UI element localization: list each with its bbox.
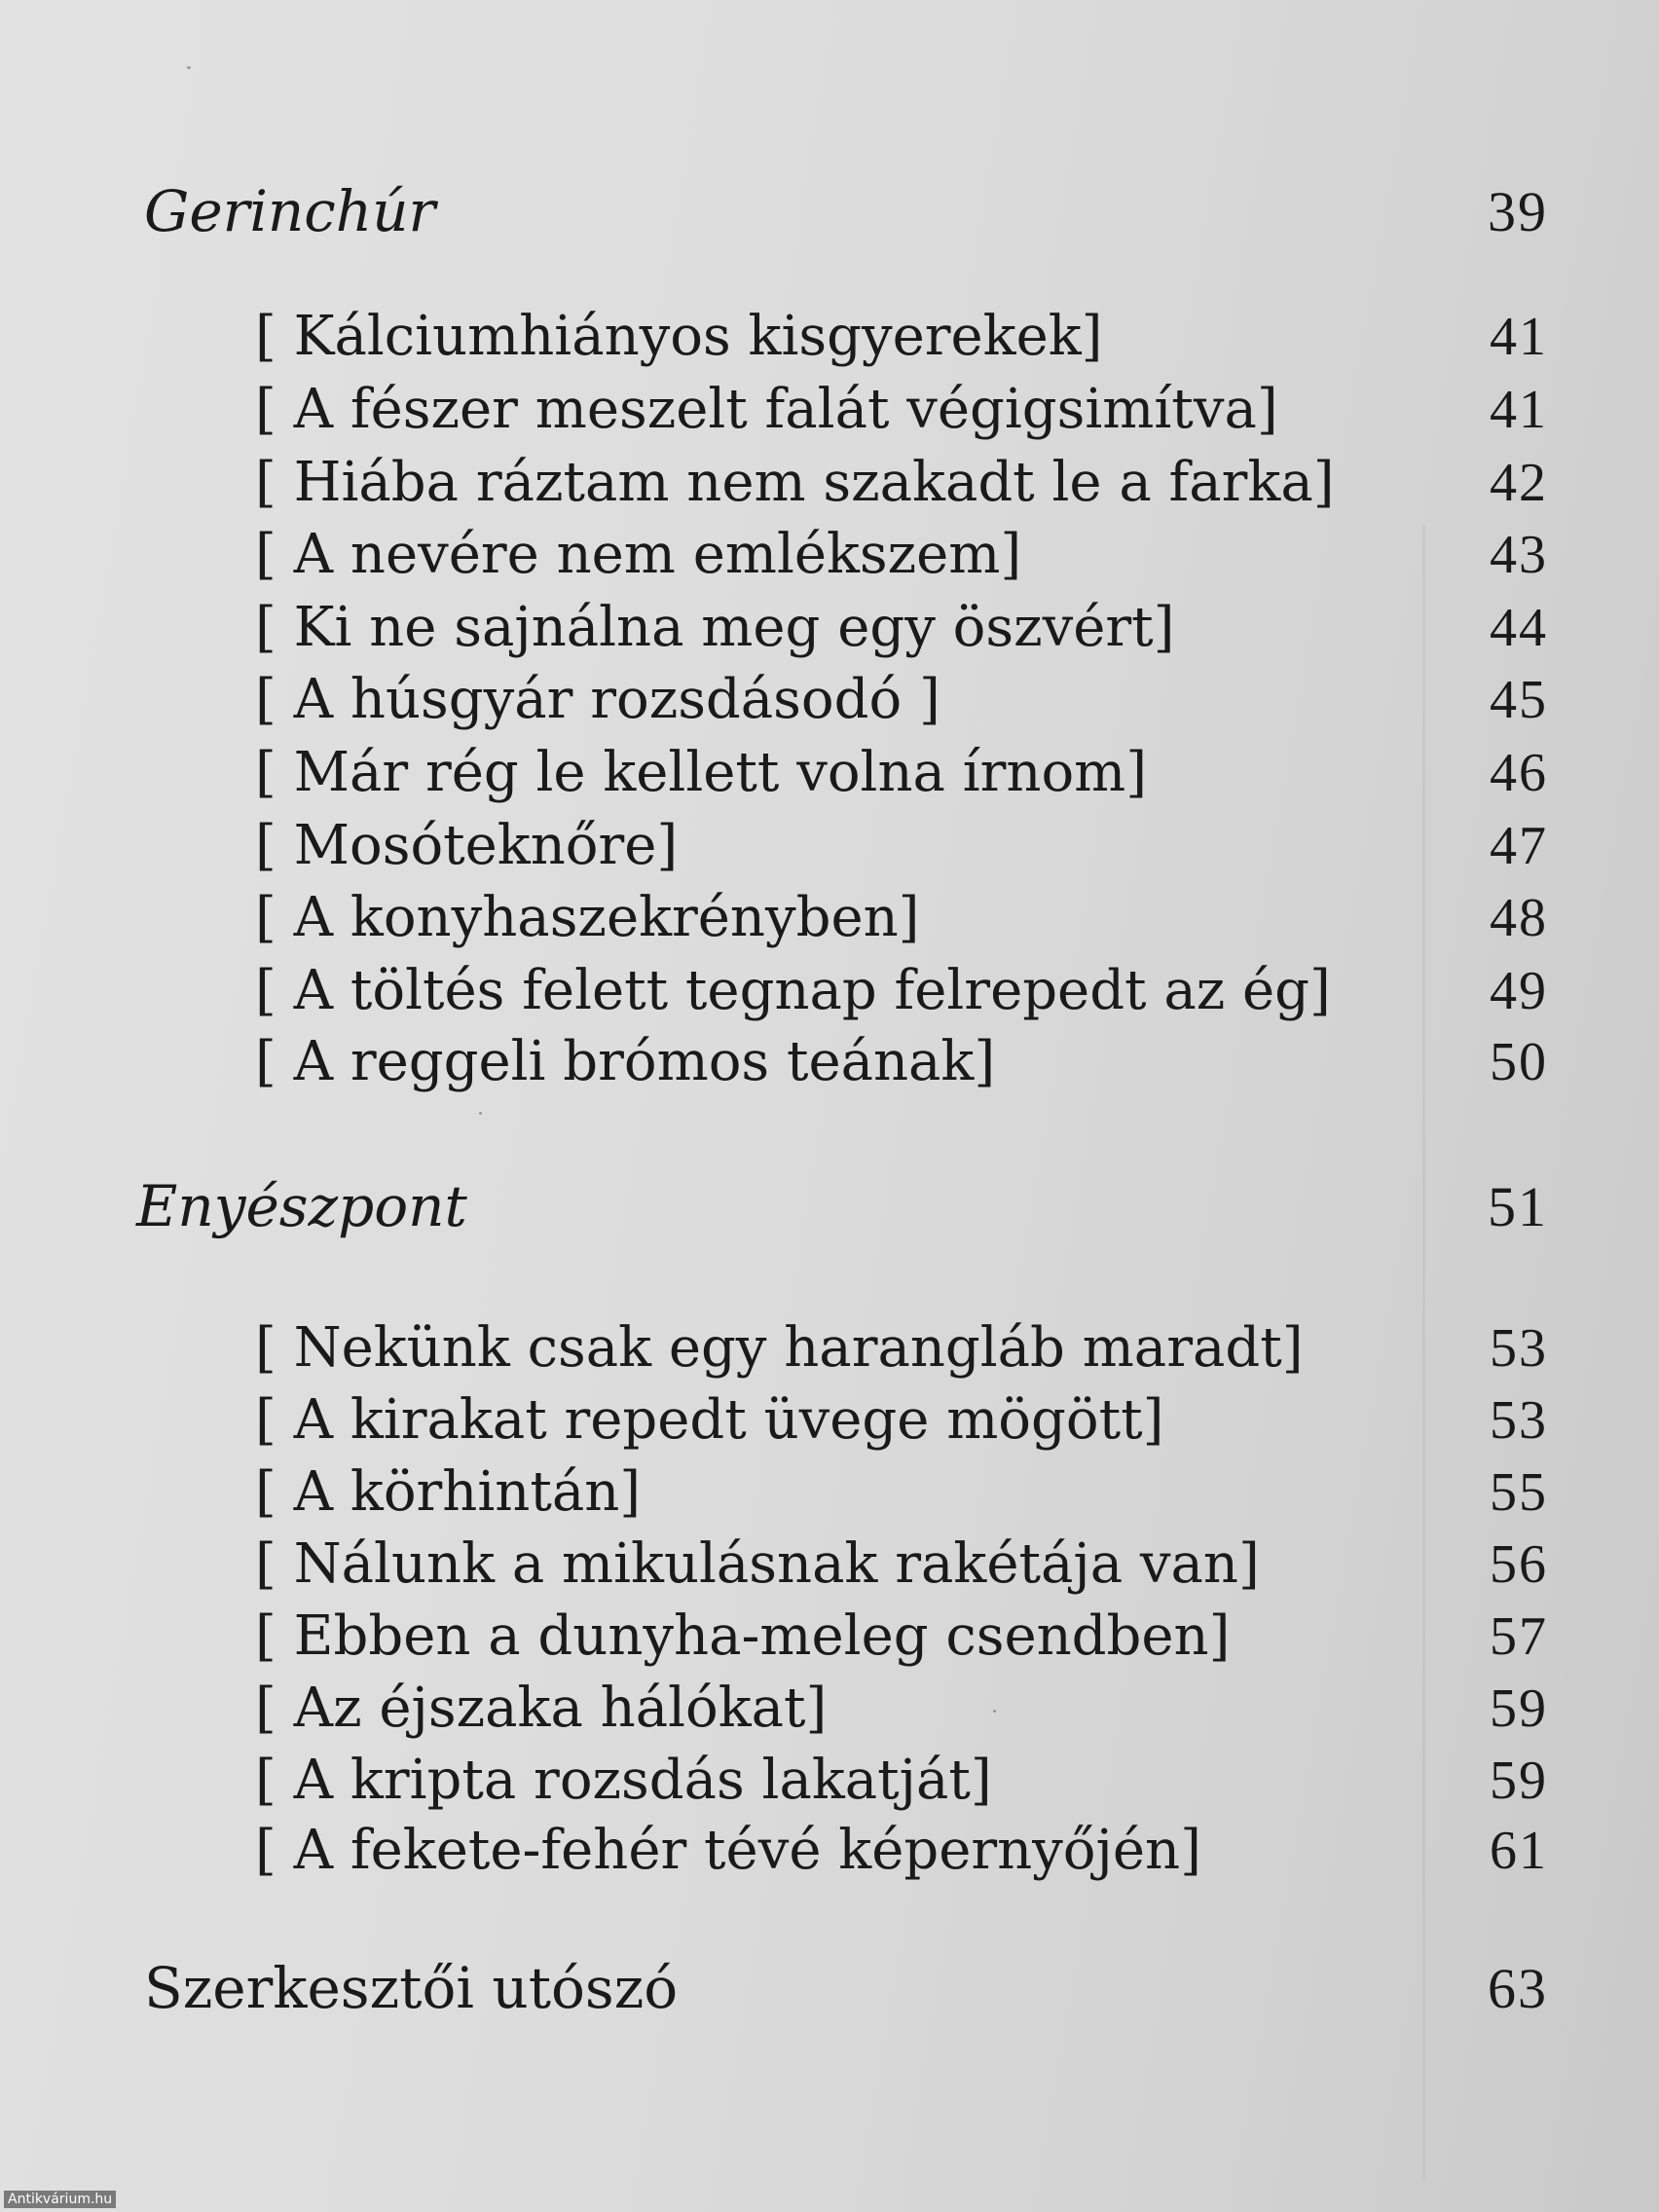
entry-page-number: 44 <box>1490 598 1548 658</box>
entry-title: [ A körhintán] <box>255 1460 642 1524</box>
entry-page-number: 43 <box>1490 525 1548 585</box>
toc-entry <box>255 596 1548 659</box>
toc-entry <box>255 886 1548 949</box>
toc-entry <box>255 668 1548 731</box>
toc-entry <box>255 305 1548 368</box>
entry-title: [ A töltés felett tegnap felrepedt az ég] <box>255 959 1331 1022</box>
toc-section-heading <box>136 1173 1548 1239</box>
entry-page-number: 42 <box>1490 453 1548 513</box>
entry-title: [ A kripta rozsdás lakatját] <box>255 1749 992 1812</box>
toc-section-heading <box>144 1955 1548 2021</box>
entry-title: [ A fekete-fehér tévé képernyőjén] <box>255 1819 1201 1882</box>
entry-title: [ A nevére nem emlékszem] <box>255 523 1022 586</box>
section-title: Gerinchúr <box>144 178 436 244</box>
section-title: Szerkesztői utószó <box>144 1955 679 2021</box>
section-title: Enyészpont <box>136 1173 467 1239</box>
entry-page-number: 56 <box>1490 1534 1548 1595</box>
entry-page-number: 46 <box>1490 743 1548 803</box>
entry-title: [ Kálciumhiányos kisgyerekek] <box>255 305 1103 368</box>
entry-page-number: 48 <box>1490 888 1548 948</box>
entry-page-number: 41 <box>1490 307 1548 367</box>
entry-title: [ A húsgyár rozsdásodó ] <box>255 668 940 731</box>
paper-speck <box>479 1112 482 1115</box>
entry-title: [ Hiába ráztam nem szakadt le a farka] <box>255 451 1335 514</box>
entry-page-number: 45 <box>1490 670 1548 730</box>
toc-entry <box>255 1819 1548 1882</box>
paper-speck <box>187 66 191 69</box>
section-page-number: 63 <box>1488 1957 1548 2020</box>
entry-page-number: 53 <box>1490 1390 1548 1451</box>
entry-title: [ Már rég le kellett volna írnom] <box>255 741 1148 804</box>
toc-entry <box>255 1532 1548 1596</box>
entry-page-number: 47 <box>1490 816 1548 876</box>
toc-entry <box>255 1316 1548 1380</box>
toc-entry <box>255 451 1548 514</box>
toc-entry <box>255 1749 1548 1812</box>
entry-page-number: 41 <box>1490 380 1548 440</box>
toc-entry <box>255 1030 1548 1093</box>
entry-title: [ A konyhaszekrényben] <box>255 886 920 949</box>
entry-page-number: 59 <box>1490 1751 1548 1811</box>
entry-page-number: 57 <box>1490 1606 1548 1667</box>
entry-page-number: 55 <box>1490 1462 1548 1523</box>
entry-page-number: 50 <box>1490 1032 1548 1092</box>
section-page-number: 51 <box>1488 1175 1548 1238</box>
toc-section-heading <box>144 178 1548 244</box>
entry-page-number: 61 <box>1490 1821 1548 1881</box>
entry-title: [ Ki ne sajnálna meg egy öszvért] <box>255 596 1175 659</box>
entry-page-number: 49 <box>1490 961 1548 1021</box>
entry-page-number: 59 <box>1490 1678 1548 1739</box>
toc-entry <box>255 1460 1548 1524</box>
entry-title: [ Nálunk a mikulásnak rakétája van] <box>255 1532 1260 1596</box>
toc-entry <box>255 814 1548 877</box>
toc-entry <box>255 1604 1548 1668</box>
section-page-number: 39 <box>1488 180 1548 243</box>
entry-title: [ A kirakat repedt üvege mögött] <box>255 1388 1164 1452</box>
entry-title: [ A reggeli brómos teának] <box>255 1030 996 1093</box>
entry-title: [ A fészer meszelt falát végigsimítva] <box>255 378 1278 441</box>
entry-title: [ Mosóteknőre] <box>255 814 679 877</box>
entry-title: [ Ebben a dunyha-meleg csendben] <box>255 1604 1231 1668</box>
watermark: Antikvárium.hu <box>4 2191 116 2208</box>
toc-entry <box>255 523 1548 586</box>
toc-entry <box>255 959 1548 1022</box>
toc-entry <box>255 1677 1548 1740</box>
paper-speck <box>993 1710 996 1713</box>
toc-entry <box>255 378 1548 441</box>
toc-entry <box>255 741 1548 804</box>
entry-page-number: 53 <box>1490 1318 1548 1379</box>
toc-entry <box>255 1388 1548 1452</box>
entry-title: [ Nekünk csak egy harangláb maradt] <box>255 1316 1304 1380</box>
entry-title: [ Az éjszaka hálókat] <box>255 1677 828 1740</box>
